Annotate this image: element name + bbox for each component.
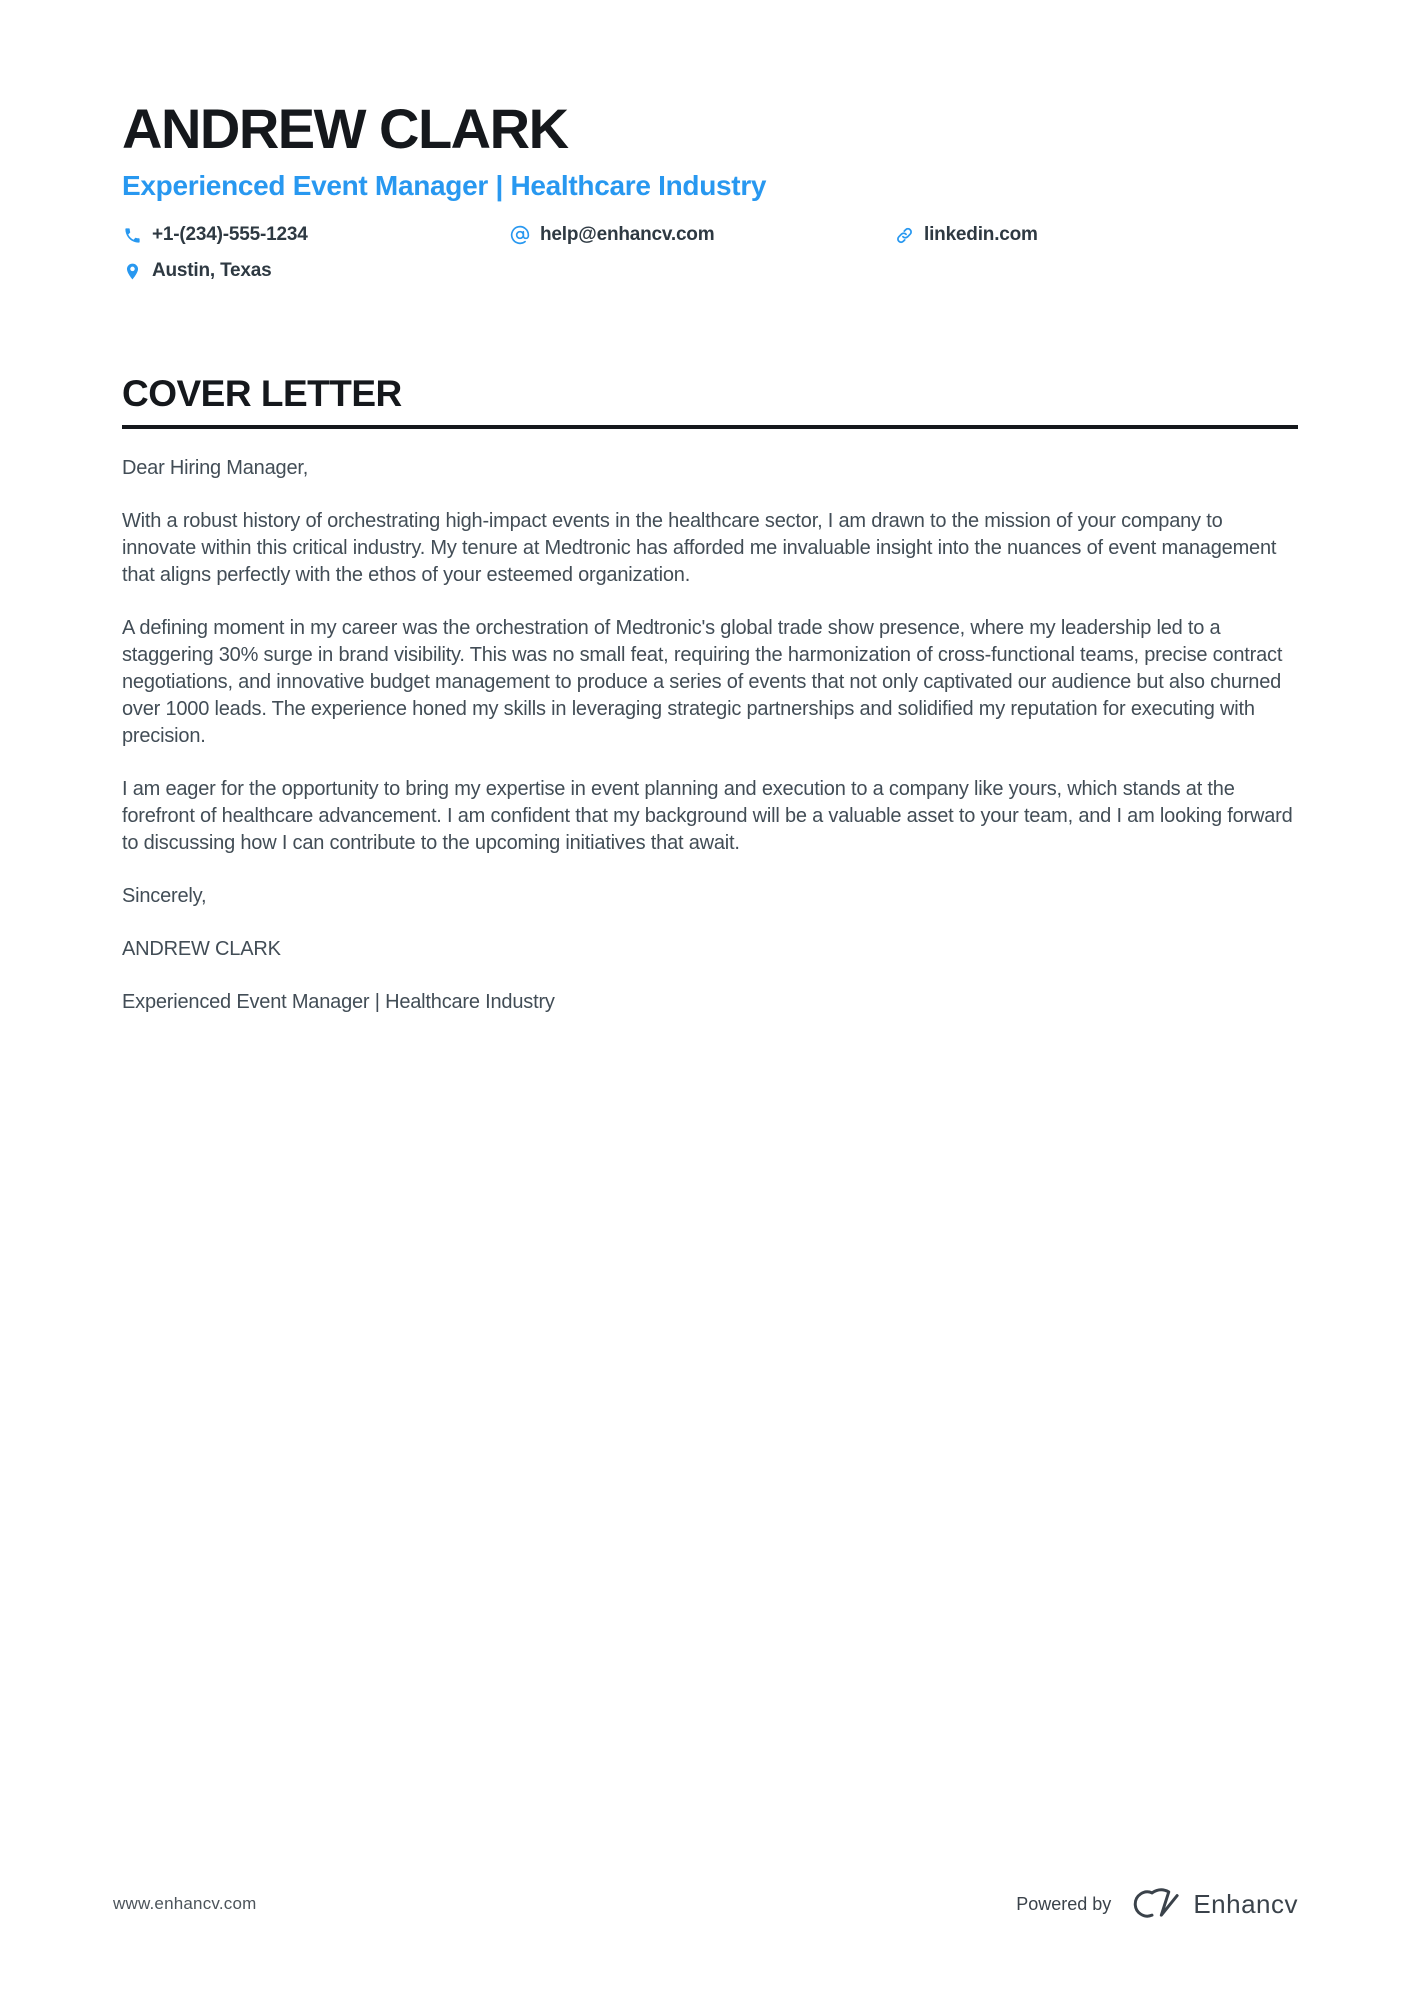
powered-by[interactable] — [1016, 1885, 1298, 1923]
at-sign-icon — [510, 225, 530, 245]
contact-item-email[interactable] — [510, 224, 894, 246]
person-title: Experienced Event Manager | Healthcare Industry — [122, 169, 767, 201]
letter-paragraph: With a robust history of orchestrating high-impact events in the healthcare sector, I am drawn to the mission of your company to innovate within this critical industry. My tenure at Medtronic has afforded me invaluable insight into the nuances of event management that aligns perfectly with the ethos of your esteemed organization. — [122, 510, 1277, 586]
footer — [113, 1885, 1298, 1923]
letter-paragraph: A defining moment in my career was the orchestration of Medtronic's global trade show presence, where my leadership led to a staggering 30% surge in brand visibility. This was no small feat, requiring the harmonization of cross-functional teams, precise contract negotiations, and innovative budget management to produce a series of events that not only captivated our audience but also churned over 1000 leads. The experience honed my skills in leveraging strategic partnerships and solidified my reputation for executing with precision. — [122, 617, 1283, 747]
link-icon — [894, 225, 914, 245]
contact-item-phone — [122, 224, 510, 246]
enhancv-wordmark: Enhancv — [1193, 1888, 1298, 1919]
letter-salutation: Dear Hiring Manager, — [122, 457, 309, 479]
contact-list — [122, 224, 1298, 282]
contact-linkedin-text: linkedin.com — [924, 224, 1038, 246]
powered-by-label: Powered by — [1016, 1893, 1112, 1914]
signature-title: Experienced Event Manager | Healthcare Industry — [122, 991, 555, 1013]
contact-item-linkedin[interactable] — [894, 224, 1298, 246]
contact-phone-text: +1-(234)-555-1234 — [152, 224, 308, 246]
enhancv-logo-icon — [1125, 1885, 1179, 1923]
contact-email-text: help@enhancv.com — [540, 224, 715, 246]
signature-name: ANDREW CLARK — [122, 938, 281, 960]
contact-item-location — [122, 260, 510, 282]
phone-icon — [122, 225, 142, 245]
letter-closing: Sincerely, — [122, 885, 207, 907]
letter-body — [122, 455, 1298, 1016]
contact-location-text: Austin, Texas — [152, 260, 272, 282]
letter-paragraph: I am eager for the opportunity to bring my expertise in event planning and execution to a company like yours, which stands at the forefront of healthcare advancement. I am confident that my background will be a valuable asset to your team, and I am looking forward to discussing how I can contribute to the upcoming initiatives that await. — [122, 778, 1293, 854]
header — [122, 0, 1298, 282]
person-name: ANDREW CLARK — [122, 97, 568, 160]
cover-letter-section — [122, 374, 1298, 1016]
footer-website-link[interactable]: www.enhancv.com — [113, 1894, 257, 1913]
location-pin-icon — [122, 261, 142, 281]
section-heading: COVER LETTER — [122, 374, 1298, 429]
